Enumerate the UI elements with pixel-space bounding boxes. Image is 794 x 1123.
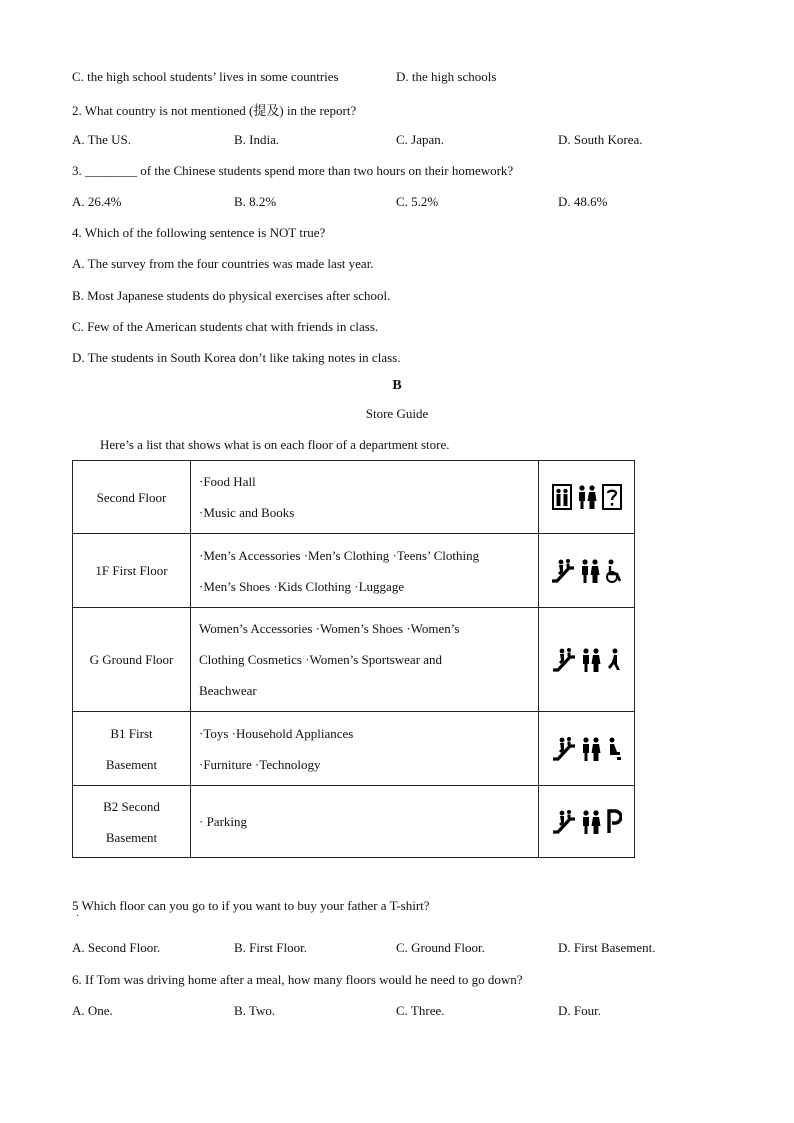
floor-item-line: Beachwear bbox=[199, 683, 257, 698]
q1-option-c: C. the high school students’ lives in some countries bbox=[72, 69, 339, 84]
floor-items bbox=[191, 712, 539, 786]
q3-option-b: B. 8.2% bbox=[234, 194, 277, 209]
q6-option-c: C. Three. bbox=[396, 1003, 445, 1018]
floor-item-line: Clothing Cosmetics ·Women’s Sportswear and bbox=[199, 652, 443, 667]
q5-option-c: C. Ground Floor. bbox=[396, 940, 485, 955]
floor-facility-icons bbox=[539, 786, 635, 858]
store-guide-table bbox=[72, 460, 635, 858]
q2-stem: 2. What country is not mentioned (提及) in the report? bbox=[72, 103, 357, 118]
floor-name bbox=[73, 786, 191, 858]
q2-option-c: C. Japan. bbox=[396, 132, 445, 147]
floor-item-line: ·Music and Books bbox=[199, 505, 295, 520]
floor-name bbox=[73, 461, 191, 534]
escalator-icon bbox=[551, 558, 575, 584]
q5-option-b: B. First Floor. bbox=[234, 940, 307, 955]
q4-option-d: D. The students in South Korea don’t like taking notes in class. bbox=[72, 350, 401, 365]
section-title: Store Guide bbox=[365, 406, 429, 421]
q4-stem: 4. Which of the following sentence is NOT true? bbox=[72, 225, 326, 240]
q6-option-a: A. One. bbox=[72, 1003, 113, 1018]
floor-name bbox=[73, 534, 191, 608]
q5-option-d: D. First Basement. bbox=[558, 940, 656, 955]
floor-name-line: B2 Second bbox=[103, 798, 160, 814]
baby-care-icon bbox=[606, 647, 622, 673]
floor-facility-icons bbox=[539, 608, 635, 712]
restroom-icon bbox=[581, 809, 601, 835]
q1-option-d: D. the high schools bbox=[396, 69, 497, 84]
floor-item-line: ·Food Hall bbox=[199, 474, 256, 489]
q3-stem: 3. ________ of the Chinese students spend more than two hours on their homework? bbox=[72, 163, 514, 178]
floor-items bbox=[191, 786, 539, 858]
floor-name-line: Second Floor bbox=[96, 489, 167, 505]
floor-row bbox=[73, 712, 635, 786]
floor-item-line: Women’s Accessories ·Women’s Shoes ·Women’s bbox=[199, 621, 460, 636]
q6-stem: 6. If Tom was driving home after a meal, how many floors would he need to go down? bbox=[72, 972, 523, 987]
floor-name-line: Basement bbox=[105, 756, 158, 772]
floor-items bbox=[191, 461, 539, 534]
floor-name bbox=[73, 608, 191, 712]
q3-option-d: D. 48.6% bbox=[558, 194, 608, 209]
floor-name-line: 1F First Floor bbox=[95, 563, 168, 578]
q5-option-a: A. Second Floor. bbox=[72, 940, 161, 955]
q2-option-a: A. The US. bbox=[72, 132, 131, 147]
section-intro: Here’s a list that shows what is on each floor of a department store. bbox=[100, 437, 450, 452]
escalator-icon bbox=[552, 647, 576, 673]
q2-option-d: D. South Korea. bbox=[558, 132, 643, 147]
q6-option-d: D. Four. bbox=[558, 1003, 601, 1018]
floor-facility-icons bbox=[539, 534, 635, 608]
q4-option-b: B. Most Japanese students do physical exercises after school. bbox=[72, 288, 391, 303]
q6-option-b: B. Two. bbox=[234, 1003, 276, 1018]
q3-option-a: A. 26.4% bbox=[72, 194, 122, 209]
q5-stem: 5 Which floor can you go to if you want to buy your father a T-shirt? bbox=[72, 898, 430, 913]
floor-name-line: G Ground Floor bbox=[89, 652, 174, 667]
floor-name bbox=[73, 712, 191, 786]
floor-facility-icons bbox=[539, 461, 635, 534]
lift-icon bbox=[552, 484, 572, 510]
floor-name-line: B1 First bbox=[110, 725, 153, 741]
escalator-icon bbox=[552, 736, 576, 762]
floor-row bbox=[73, 608, 635, 712]
q2-option-b: B. India. bbox=[234, 132, 280, 147]
floor-name-line: Basement bbox=[105, 829, 158, 845]
floor-row bbox=[73, 461, 635, 534]
floor-item-line: · Parking bbox=[199, 814, 248, 829]
escalator-icon bbox=[552, 809, 576, 835]
q3-option-c: C. 5.2% bbox=[396, 194, 439, 209]
restroom-icon bbox=[581, 736, 601, 762]
wheelchair-icon bbox=[605, 558, 623, 584]
floor-row bbox=[73, 534, 635, 608]
floor-facility-icons bbox=[539, 712, 635, 786]
floor-items bbox=[191, 608, 539, 712]
floor-item-line: ·Men’s Shoes ·Kids Clothing ·Luggage bbox=[199, 578, 405, 594]
section-letter: B bbox=[392, 378, 402, 393]
floor-items bbox=[191, 534, 539, 608]
restroom-icon bbox=[577, 484, 597, 510]
restroom-icon bbox=[580, 558, 600, 584]
parking-icon bbox=[606, 809, 622, 835]
floor-item-line: ·Men’s Accessories ·Men’s Clothing ·Teens’ Clothing bbox=[199, 547, 480, 563]
baby-change-icon bbox=[606, 736, 622, 762]
q4-option-a: A. The survey from the four countries was made last year. bbox=[72, 256, 374, 271]
floor-row bbox=[73, 786, 635, 858]
floor-item-line: ·Furniture ·Technology bbox=[199, 756, 321, 772]
restroom-icon bbox=[581, 647, 601, 673]
information-icon bbox=[602, 484, 622, 510]
floor-item-line: ·Toys ·Household Appliances bbox=[199, 725, 354, 741]
q5-dot: · bbox=[76, 911, 80, 922]
q4-option-c: C. Few of the American students chat with friends in class. bbox=[72, 319, 379, 334]
